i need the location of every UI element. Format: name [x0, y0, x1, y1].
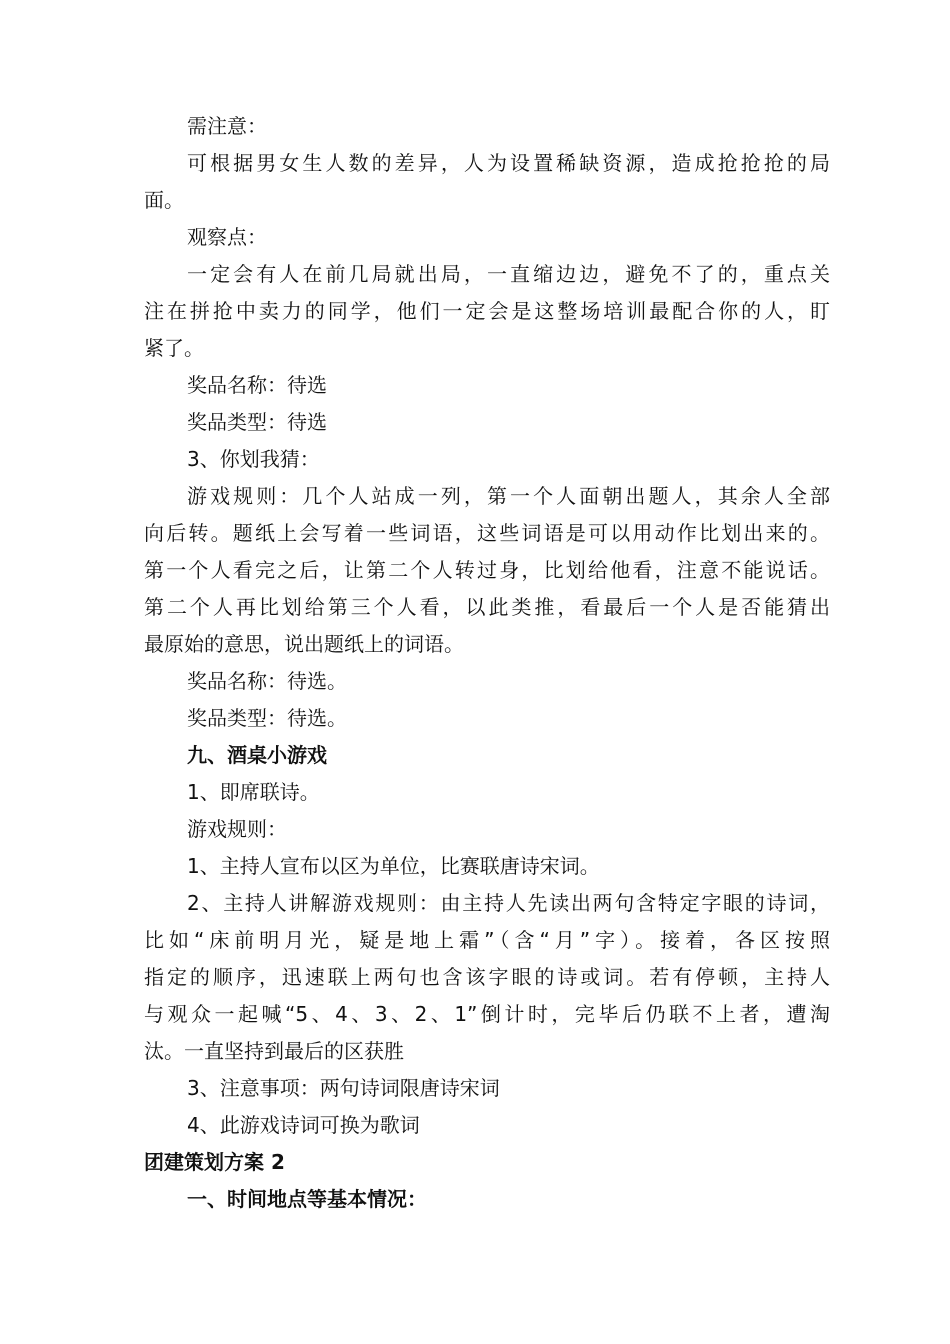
- paragraph-line: 指定的顺序，迅速联上两句也含该字眼的诗或词。若有停顿，主持人: [144, 965, 830, 989]
- paragraph-line: 注在拼抢中卖力的同学，他们一定会是这整场培训最配合你的人，盯: [144, 299, 830, 323]
- paragraph-line: 1、即席联诗。: [187, 780, 320, 804]
- paragraph-line: 比如“床前明月光，疑是地上霜”（含“月”字）。接着，各区按照: [144, 928, 830, 952]
- paragraph-line: 3、你划我猜：: [187, 447, 320, 471]
- paragraph-line: 4、此游戏诗词可换为歌词: [187, 1113, 420, 1137]
- section-heading: 一、时间地点等基本情况：: [187, 1187, 427, 1211]
- paragraph-line: 奖品类型：待选。: [187, 706, 347, 730]
- paragraph-line: 2、主持人讲解游戏规则：由主持人先读出两句含特定字眼的诗词，: [187, 891, 830, 915]
- paragraph-line: 第一个人看完之后，让第二个人转过身，比划给他看，注意不能说话。: [144, 558, 830, 582]
- paragraph-line: 汰。一直坚持到最后的区获胜: [144, 1039, 404, 1063]
- paragraph-line: 向后转。题纸上会写着一些词语，这些词语是可以用动作比划出来的。: [144, 521, 830, 545]
- paragraph-line: 游戏规则：: [187, 817, 287, 841]
- paragraph-line: 1、主持人宣布以区为单位，比赛联唐诗宋词。: [187, 854, 600, 878]
- paragraph-line: 一定会有人在前几局就出局，一直缩边边，避免不了的，重点关: [187, 262, 830, 286]
- paragraph-line: 与观众一起喊“5、4、3、2、1”倒计时，完毕后仍联不上者，遭淘: [144, 1002, 830, 1026]
- paragraph-line: 第二个人再比划给第三个人看，以此类推，看最后一个人是否能猜出: [144, 595, 830, 619]
- paragraph-line: 观察点：: [187, 225, 267, 249]
- paragraph-line: 奖品名称：待选: [187, 373, 327, 397]
- paragraph-line: 需注意：: [187, 114, 267, 138]
- section-heading: 九、酒桌小游戏: [187, 743, 327, 767]
- paragraph-line: 可根据男女生人数的差异，人为设置稀缺资源，造成抢抢抢的局: [187, 151, 830, 175]
- paragraph-line: 游戏规则：几个人站成一列，第一个人面朝出题人，其余人全部: [187, 484, 830, 508]
- paragraph-line: 面。: [144, 188, 184, 212]
- paragraph-line: 奖品名称：待选。: [187, 669, 347, 693]
- document-page: [144, 108, 830, 1218]
- paragraph-line: 紧了。: [144, 336, 204, 360]
- document-title: 团建策划方案 2: [144, 1150, 285, 1174]
- paragraph-line: 最原始的意思，说出题纸上的词语。: [144, 632, 464, 656]
- paragraph-line: 奖品类型：待选: [187, 410, 327, 434]
- paragraph-line: 3、注意事项：两句诗词限唐诗宋词: [187, 1076, 500, 1100]
